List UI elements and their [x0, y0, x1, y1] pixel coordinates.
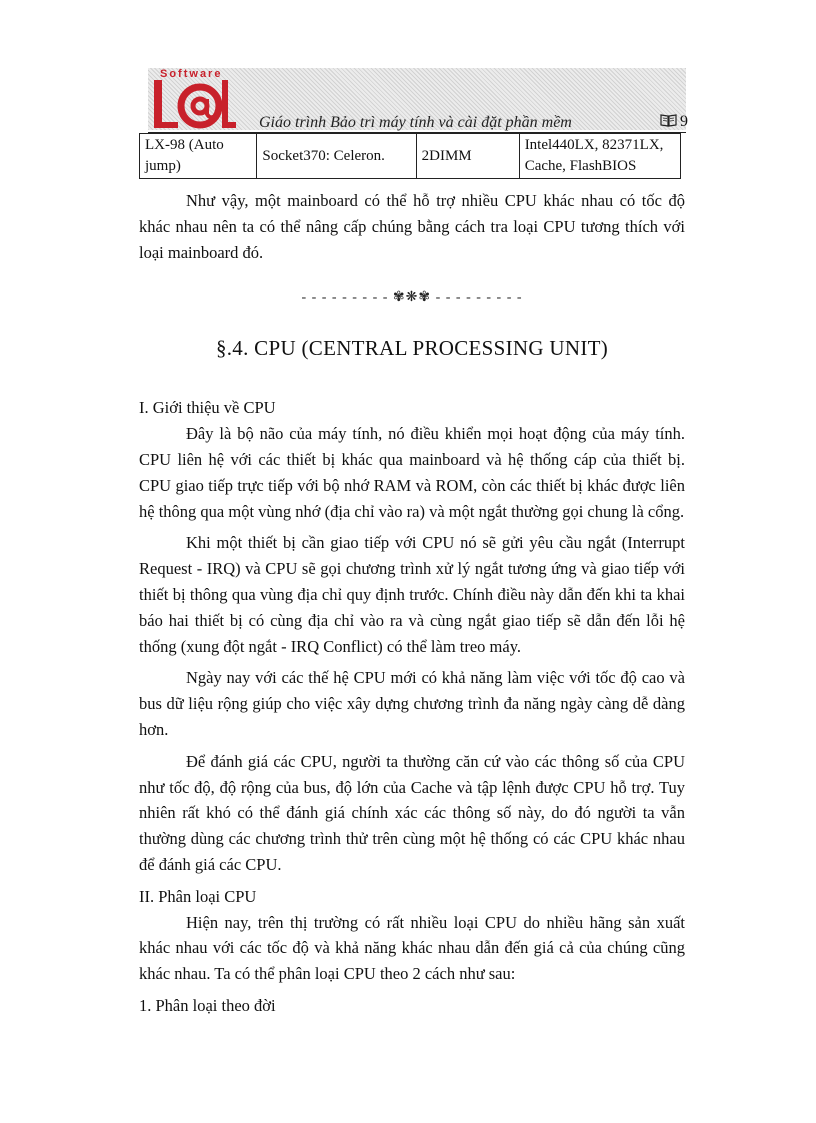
- table-cell-chipset: Intel440LX, 82371LX, Cache, FlashBIOS: [519, 134, 680, 179]
- paragraph-interrupt: Khi một thiết bị cần giao tiếp với CPU nó sẽ gửi yêu cầu ngắt (Interrupt Request - IRQ) và CPU sẽ gọi chương trình xử lý ngắt tương ứng và giao tiếp với thiết bị thông qua vùng địa chỉ quy định trước. Chính điều này dẫn đến khi ta khai báo hai thiết bị có cùng địa chỉ vào ra và cùng ngắt giao tiếp sẽ dẫn đến lỗi hệ thống (xung đột ngắt - IRQ Conflict) có thể làm treo máy.: [139, 533, 685, 656]
- table-cell-socket: Socket370: Celeron.: [257, 134, 416, 179]
- logo-text: Software: [160, 68, 223, 80]
- section-divider: - - - - - - - - - ✾❋✾ - - - - - - - - -: [301, 290, 523, 306]
- paragraph-mainboard-note: Như vậy, một mainboard có thể hỗ trợ nhiều CPU khác nhau có tốc độ khác nhau nên ta có thể nâng cấp chúng bằng cách tra loại CPU tương thích với loại mainboard đó.: [139, 191, 685, 262]
- table-row: [140, 134, 681, 179]
- page-number: 9: [680, 113, 688, 130]
- paragraph-new-generation: Ngày nay với các thế hệ CPU mới có khả năng làm việc với tốc độ cao và bus dữ liệu rộng giúp cho việc xây dựng chương trình đa năng ngày càng dễ dàng hơn.: [139, 668, 685, 739]
- software-logo: [148, 66, 236, 130]
- page-header: [148, 66, 686, 132]
- heading-introduction: I. Giới thiệu về CPU: [139, 398, 276, 418]
- table-cell-memory: 2DIMM: [416, 134, 519, 179]
- mainboard-spec-table: [139, 133, 681, 179]
- page-content: [139, 188, 685, 1019]
- heading-classification: II. Phân loại CPU: [139, 886, 257, 906]
- header-title: Giáo trình Bảo trì máy tính và cài đặt phần mềm: [259, 114, 572, 131]
- table-cell-model: LX-98 (Auto jump): [140, 134, 257, 179]
- heading-by-generation: 1. Phân loại theo đời: [139, 995, 276, 1015]
- book-icon: [660, 113, 677, 127]
- paragraph-evaluation: Để đánh giá các CPU, người ta thường căn cứ vào các thông số của CPU như tốc độ, độ rộng của bus, độ lớn của Cache và tập lệnh được CPU hỗ trợ. Tuy nhiên rất khó có thể đánh giá chính xác các thông số này, do đó người ta vẫn thường dùng các chương trình thử trên cùng một hệ thống có các CPU khác nhau để đánh giá các CPU.: [139, 751, 685, 874]
- section-title: §.4. CPU (CENTRAL PROCESSING UNIT): [215, 336, 609, 361]
- paragraph-market: Hiện nay, trên thị trường có rất nhiều loại CPU do nhiều hãng sản xuất khác nhau với các tốc độ và khả năng khác nhau dẫn đến giá cả của chúng cũng khác nhau. Ta có thể phân loại CPU theo 2 cách như sau:: [139, 912, 685, 984]
- paragraph-cpu-intro: Đây là bộ não của máy tính, nó điều khiển mọi hoạt động của máy tính. CPU liên hệ với các thiết bị khác qua mainboard và hệ thống cáp của thiết bị. CPU giao tiếp trực tiếp với bộ nhớ RAM và ROM, còn các thiết bị khác được liên hệ thông qua một vùng nhớ (địa chỉ vào ra) và một ngắt thường gọi chung là cổng.: [139, 424, 685, 521]
